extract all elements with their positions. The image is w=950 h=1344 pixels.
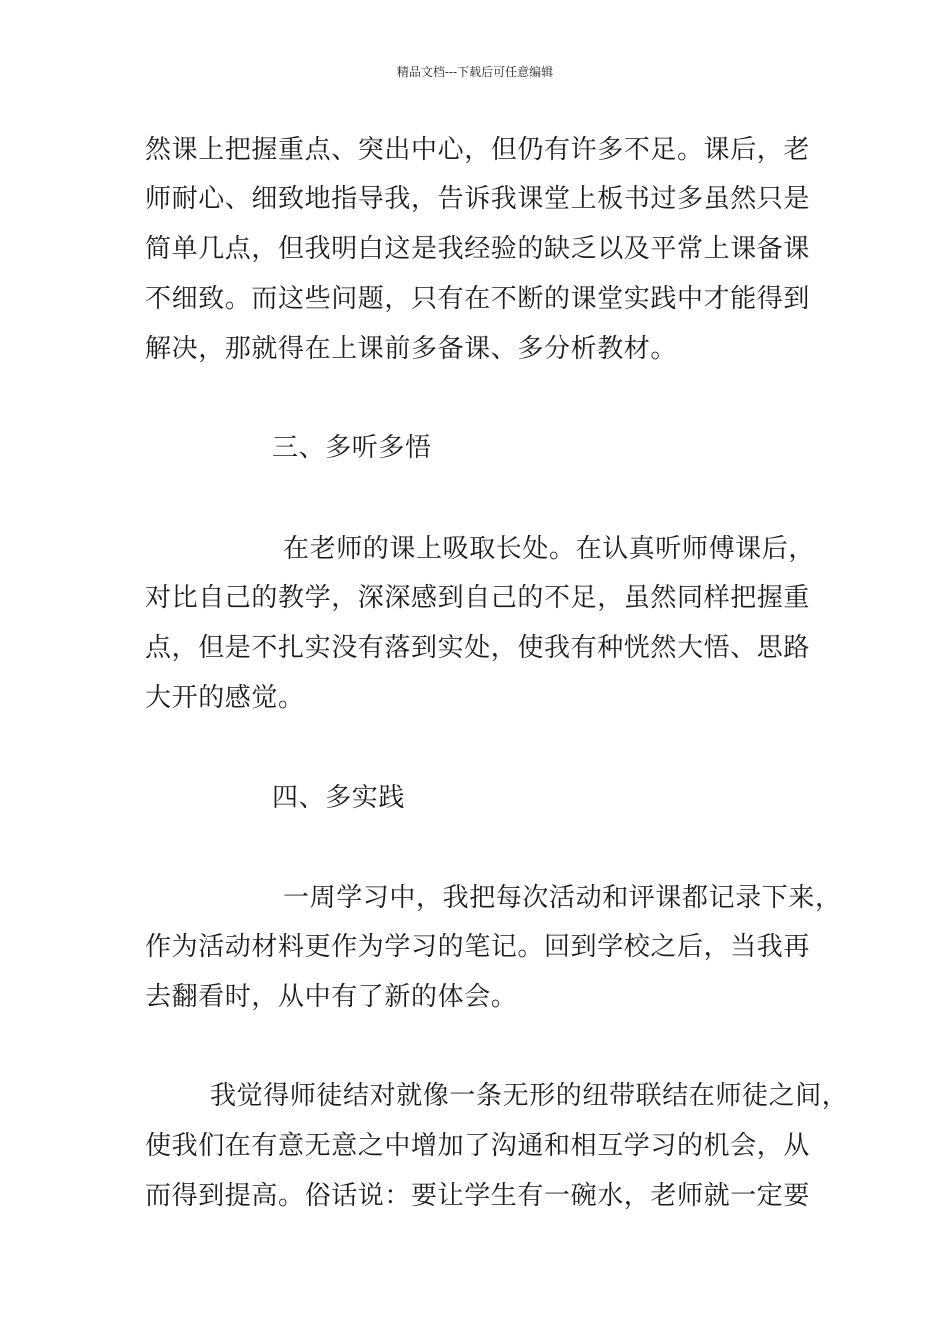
- paragraph-line-1: 然课上把握重点、突出中心，但仍有许多不足。课后，老: [145, 135, 811, 165]
- paragraph-line-7: 对比自己的教学，深深感到自己的不足，虽然同样把握重: [145, 583, 811, 613]
- page-header: 精品文档---下载后可任意编辑: [396, 65, 554, 79]
- paragraph-line-6: 在老师的课上吸取长处。在认真听师傅课后，: [283, 534, 816, 564]
- paragraph-line-15: 而得到提高。俗话说：要让学生有一碗水，老师就一定要: [145, 1181, 811, 1211]
- paragraph-line-9: 大开的感觉。: [145, 683, 305, 713]
- paragraph-line-2: 师耐心、细致地指导我，告诉我课堂上板书过多虽然只是: [145, 184, 811, 214]
- paragraph-line-10: 一周学习中，我把每次活动和评课都记录下来，: [283, 883, 842, 913]
- paragraph-line-11: 作为活动材料更作为学习的笔记。回到学校之后，当我再: [145, 932, 811, 962]
- paragraph-line-8: 点，但是不扎实没有落到实处，使我有种恍然大悟、思路: [145, 633, 811, 663]
- paragraph-line-3: 简单几点，但我明白这是我经验的缺乏以及平常上课备课: [145, 234, 811, 264]
- paragraph-line-12: 去翻看时，从中有了新的体会。: [145, 982, 518, 1012]
- section-heading-3: 三、多听多悟: [272, 433, 432, 463]
- paragraph-line-5: 解决，那就得在上课前多备课、多分析教材。: [145, 334, 678, 364]
- paragraph-line-13: 我觉得师徒结对就像一条无形的纽带联结在师徒之间，: [210, 1081, 849, 1111]
- section-heading-4: 四、多实践: [272, 783, 406, 813]
- paragraph-line-4: 不细致。而这些问题，只有在不断的课堂实践中才能得到: [145, 284, 811, 314]
- paragraph-line-14: 使我们在有意无意之中增加了沟通和相互学习的机会，从: [145, 1131, 811, 1161]
